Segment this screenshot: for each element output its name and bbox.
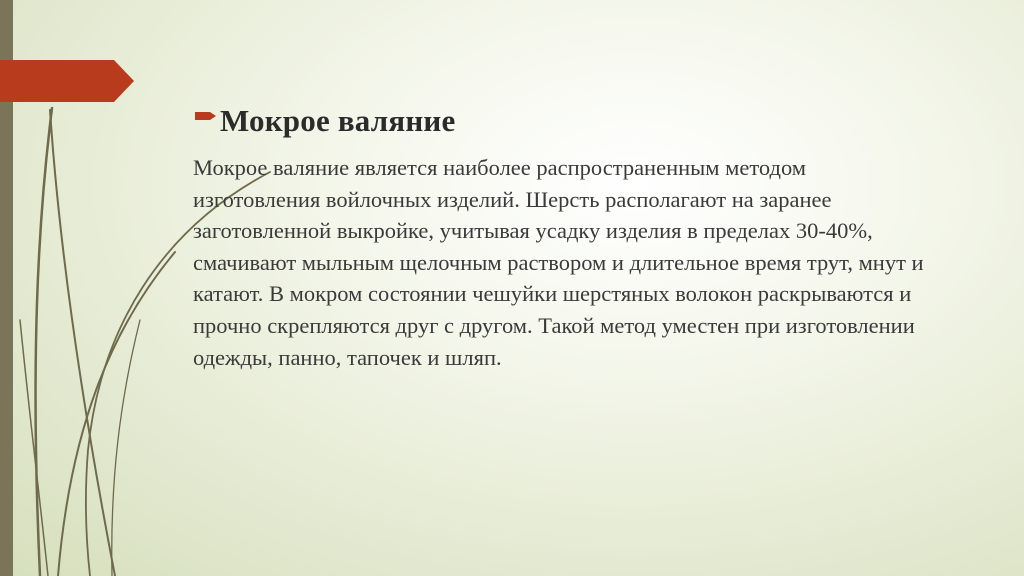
red-arrow-banner bbox=[0, 60, 134, 102]
body-paragraph: Мокрое валяние является наиболее распространенным методом изготовления войлочных изделий. Шерсть располагают на заранее заготовленной выкройке, учитывая усадку изделия в пределах 30-40%, смачивают мыльным щелочным раствором и длительное время трут, мнут и катают. В мокром состоянии чешуйки шерстяных волокон раскрываются и прочно скрепляются друг с другом. Такой метод уместен при изготовлении одежды, панно, тапочек и шляп. bbox=[193, 155, 924, 370]
slide-heading bbox=[195, 103, 955, 139]
heading-text: Мокрое валяние bbox=[220, 103, 456, 138]
arrow-bullet-icon bbox=[195, 109, 217, 123]
